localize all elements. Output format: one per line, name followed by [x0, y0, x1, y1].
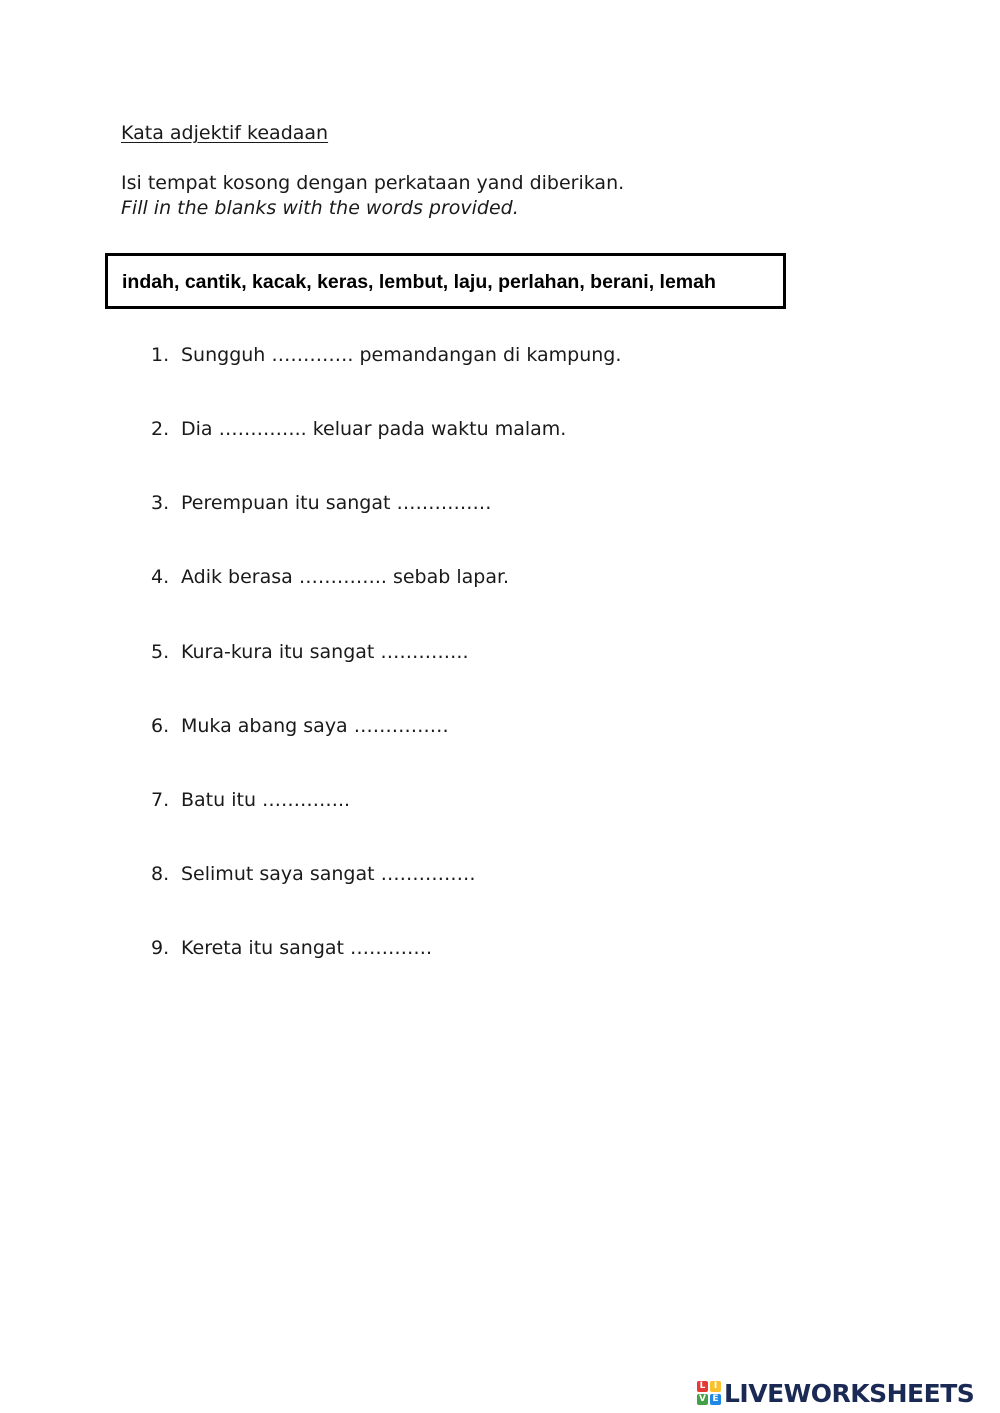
question-text: Kura-kura itu sangat …………..	[181, 641, 469, 663]
question-item	[151, 492, 491, 514]
logo-tile: E	[710, 1394, 721, 1405]
word-bank-box	[105, 253, 786, 309]
question-text: Selimut saya sangat ……………	[181, 863, 476, 885]
question-number: 5.	[151, 641, 170, 663]
question-item	[151, 344, 621, 366]
question-item	[151, 418, 566, 440]
question-text: Muka abang saya ……………	[181, 715, 449, 737]
question-number: 3.	[151, 492, 170, 514]
question-number: 8.	[151, 863, 170, 885]
instruction-malay: Isi tempat kosong dengan perkataan yand diberikan.	[121, 172, 625, 194]
question-item	[151, 789, 350, 811]
question-text: Perempuan itu sangat ……………	[181, 492, 492, 514]
question-number: 4.	[151, 566, 170, 588]
logo-text: LIVEWORKSHEETS	[724, 1378, 975, 1408]
logo-tile: V	[697, 1394, 708, 1405]
question-number: 9.	[151, 937, 170, 959]
word-bank-text: indah, cantik, kacak, keras, lembut, laju, perlahan, berani, lemah	[122, 271, 716, 293]
question-number: 7.	[151, 789, 170, 811]
question-number: 6.	[151, 715, 170, 737]
question-text: Kereta itu sangat ………….	[181, 937, 433, 959]
question-item	[151, 937, 432, 959]
question-text: Adik berasa ………….. sebab lapar.	[181, 566, 510, 588]
question-number: 1.	[151, 344, 170, 366]
logo-tile: I	[710, 1381, 721, 1392]
question-item	[151, 566, 509, 588]
question-text: Sungguh …………. pemandangan di kampung.	[181, 344, 622, 366]
worksheet-title: Kata adjektif keadaan	[121, 122, 329, 144]
question-text: Batu itu …………..	[181, 789, 351, 811]
question-item	[151, 641, 469, 663]
logo-tile: L	[697, 1381, 708, 1392]
question-item	[151, 715, 449, 737]
instruction-english: Fill in the blanks with the words provided.	[121, 197, 519, 219]
logo-tiles-icon	[697, 1381, 721, 1405]
question-item	[151, 863, 476, 885]
question-number: 2.	[151, 418, 170, 440]
liveworksheets-logo	[697, 1378, 974, 1408]
question-text: Dia ………….. keluar pada waktu malam.	[181, 418, 567, 440]
